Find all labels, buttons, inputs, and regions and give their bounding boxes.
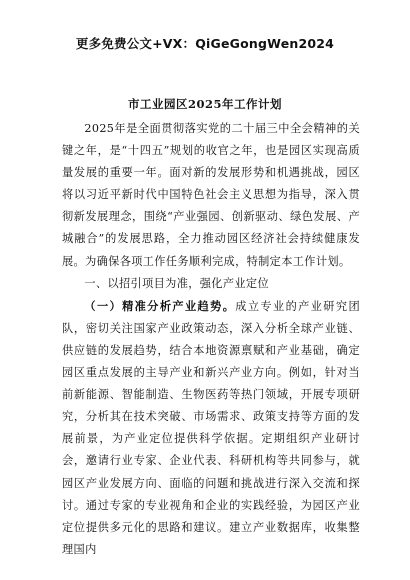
subsection-paragraph — [62, 295, 360, 561]
section-heading-text: 一、以招引项目为准，强化产业定位 — [84, 276, 269, 290]
document-header: 更多免费公文+VX：QiGeGongWen2024 — [75, 36, 335, 51]
intro-paragraph — [62, 118, 360, 273]
subsection-text: 成立专业的产业研究团队，密切关注国家产业政策动态，深入分析全球产业链、供应链的发展趋势，结合本地资源禀赋和产业基础，确定园区重点发展的主导产业和新兴产业方向。例如，针对当前新能源、智能制造、生物医药等热门领域，开展专项研究，分析其在技术突破、市场需求、政策支持等方面的发展前景，为产业定位提供科学依据。定期组织产业研讨会，邀请行业专家、企业代表、科研机构等共同参与，就园区产业发展方向、面临的问题和挑战进行深入交流和探讨。通过专家的专业视角和企业的实践经验，为园区产业定位提供多元化的思路和建议。建立产业数据库，收集整理国内 — [62, 299, 360, 556]
subsection-lead: （一）精准分析产业趋势。 — [84, 298, 236, 313]
section-heading — [62, 273, 360, 295]
document-title: 市工业园区2025年工作计划 — [127, 97, 282, 111]
document-body — [62, 118, 360, 561]
intro-paragraph-text: 2025年是全面贯彻落实党的二十届三中全会精神的关键之年，是“十四五”规划的收官之年，也是园区实现高质量发展的重要一年。面对新的发展形势和机遇挑战，园区将以习近平新时代中国特色社会主义思想为指导，深入贯彻新发展理念，围绕“产业强园、创新驱动、绿色发展、产城融合”的发展思路，全力推动园区经济社会持续健康发展。为确保各项工作任务顺利完成，特制定本工作计划。 — [62, 122, 360, 268]
